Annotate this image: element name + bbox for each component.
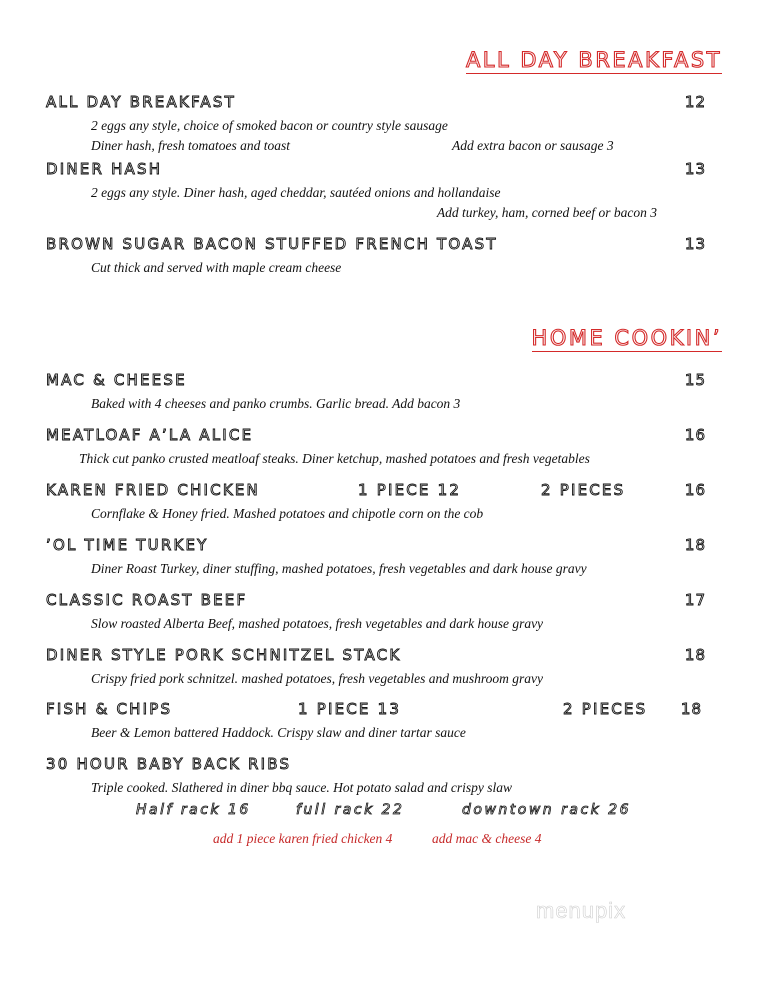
item-name-roast-beef: CLASSIC ROAST BEEF bbox=[46, 591, 248, 609]
item-option1-fish-chips: 1 PIECE 13 bbox=[298, 700, 402, 718]
item-desc-karen-chicken: Cornflake & Honey fried. Mashed potatoes and chipotle corn on the cob bbox=[91, 506, 484, 521]
item-name-all-day-breakfast: ALL DAY BREAKFAST bbox=[46, 93, 236, 111]
item-option2-karen-chicken: 2 PIECES bbox=[541, 481, 626, 499]
item-price-schnitzel: 18 bbox=[684, 646, 706, 664]
item-desc-all-day-breakfast: 2 eggs any style, choice of smoked bacon or country style sausage bbox=[91, 118, 448, 133]
ribs-full-rack: full rack 22 bbox=[296, 802, 405, 818]
item-option2-fish-chips: 2 PIECES bbox=[563, 700, 648, 718]
item-desc-mac-cheese: Baked with 4 cheeses and panko crumbs. Garlic bread. Add bacon 3 bbox=[91, 396, 461, 411]
item-extra-all-day-breakfast: Add extra bacon or sausage 3 bbox=[452, 138, 614, 153]
item-name-fish-chips: FISH & CHIPS bbox=[46, 700, 173, 718]
item-price-karen-chicken: 16 bbox=[684, 481, 706, 499]
watermark-logo: menupix bbox=[536, 898, 627, 923]
item-name-meatloaf: MEATLOAF A’LA ALICE bbox=[46, 426, 254, 444]
ribs-half-rack: Half rack 16 bbox=[136, 802, 251, 818]
section-title-breakfast: ALL DAY BREAKFAST bbox=[465, 48, 722, 72]
item-desc-ribs: Triple cooked. Slathered in diner bbq sauce. Hot potato salad and crispy slaw bbox=[91, 780, 512, 795]
item-desc2-all-day-breakfast: Diner hash, fresh tomatoes and toast bbox=[91, 138, 290, 153]
item-name-diner-hash: DINER HASH bbox=[46, 160, 163, 178]
item-option1-karen-chicken: 1 PIECE 12 bbox=[358, 481, 462, 499]
item-extra-diner-hash: Add turkey, ham, corned beef or bacon 3 bbox=[436, 205, 657, 220]
addon-mac-cheese: add mac & cheese 4 bbox=[432, 831, 542, 846]
item-desc-schnitzel: Crispy fried pork schnitzel. mashed potatoes, fresh vegetables and mushroom gravy bbox=[91, 671, 543, 686]
item-price-meatloaf: 16 bbox=[684, 426, 706, 444]
item-name-ribs: 30 HOUR BABY BACK RIBS bbox=[46, 755, 292, 773]
item-desc-roast-beef: Slow roasted Alberta Beef, mashed potatoes, fresh vegetables and dark house gravy bbox=[91, 616, 544, 631]
item-price-roast-beef: 17 bbox=[684, 591, 706, 609]
addon-chicken: add 1 piece karen fried chicken 4 bbox=[213, 831, 393, 846]
item-name-french-toast: BROWN SUGAR BACON STUFFED FRENCH TOAST bbox=[46, 235, 498, 253]
item-price-turkey: 18 bbox=[684, 536, 706, 554]
item-desc-turkey: Diner Roast Turkey, diner stuffing, mashed potatoes, fresh vegetables and dark house gravy bbox=[91, 561, 587, 576]
item-desc-fish-chips: Beer & Lemon battered Haddock. Crispy slaw and diner tartar sauce bbox=[91, 725, 466, 740]
item-desc-french-toast: Cut thick and served with maple cream cheese bbox=[91, 260, 342, 275]
ribs-downtown-rack: downtown rack 26 bbox=[462, 802, 632, 818]
item-price-french-toast: 13 bbox=[684, 235, 706, 253]
section-title-home-cookin: HOME COOKIN’ bbox=[531, 326, 722, 350]
item-desc-meatloaf: Thick cut panko crusted meatloaf steaks. Diner ketchup, mashed potatoes and fresh vegetables bbox=[79, 451, 590, 466]
item-desc-diner-hash: 2 eggs any style. Diner hash, aged cheddar, sautéed onions and hollandaise bbox=[91, 185, 501, 200]
item-price-fish-chips: 18 bbox=[680, 700, 702, 718]
item-name-turkey: ’OL TIME TURKEY bbox=[46, 536, 209, 554]
item-name-schnitzel: DINER STYLE PORK SCHNITZEL STACK bbox=[46, 646, 402, 664]
item-price-diner-hash: 13 bbox=[684, 160, 706, 178]
item-price-mac-cheese: 15 bbox=[684, 371, 706, 389]
item-name-karen-chicken: KAREN FRIED CHICKEN bbox=[46, 481, 260, 499]
item-price-all-day-breakfast: 12 bbox=[684, 93, 706, 111]
item-name-mac-cheese: MAC & CHEESE bbox=[46, 371, 187, 389]
